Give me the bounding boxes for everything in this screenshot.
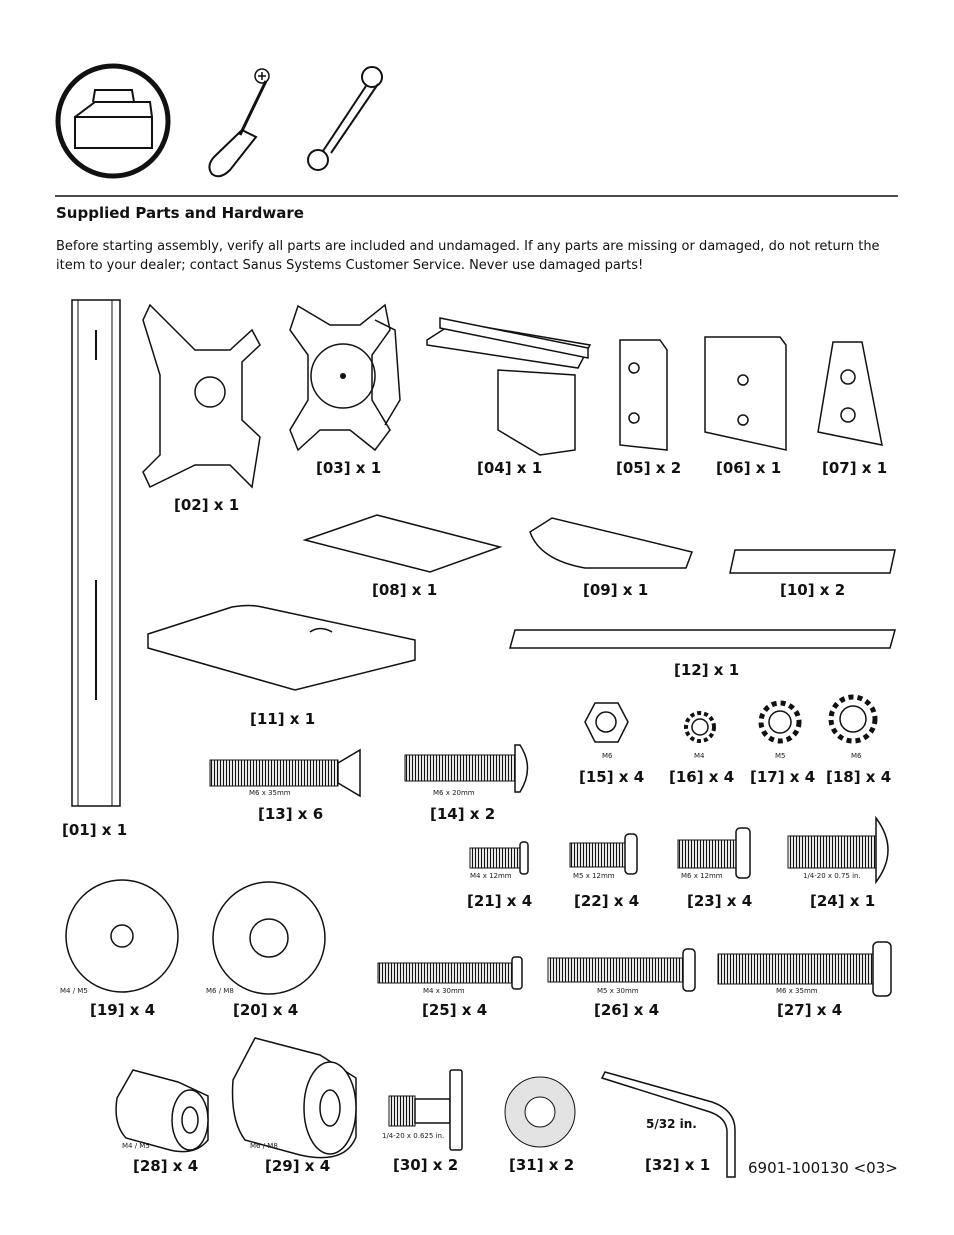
label-part-07: [07] x 1 <box>822 459 888 477</box>
size-part-29: M6 / M8 <box>250 1142 278 1150</box>
part-17-lock-washer <box>761 703 799 741</box>
label-part-11: [11] x 1 <box>250 710 316 728</box>
part-20-washer <box>213 882 325 994</box>
label-part-22: [22] x 4 <box>574 892 640 910</box>
part-28-spacer <box>116 1070 208 1152</box>
label-part-20: [20] x 4 <box>233 1001 299 1019</box>
label-part-05: [05] x 2 <box>616 459 682 477</box>
part-06-plate <box>705 337 786 450</box>
size-part-18: M6 <box>851 752 862 760</box>
part-08-glass-shelf <box>305 515 500 572</box>
size-part-21: M4 x 12mm <box>470 872 512 880</box>
label-part-04: [04] x 1 <box>477 459 543 477</box>
part-09-shelf-bracket <box>530 518 692 568</box>
label-part-17: [17] x 4 <box>750 768 816 786</box>
intro-text: Before starting assembly, verify all parts are included and undamaged. If any parts are missing or damaged, do not return the item to your dealer; contact Sanus Systems Customer Service. Never use damaged parts! <box>56 239 880 273</box>
label-part-12: [12] x 1 <box>674 661 740 679</box>
label-part-01: [01] x 1 <box>62 821 128 839</box>
document-part-number: 6901-100130 <03> <box>748 1159 898 1177</box>
size-part-15: M6 <box>602 752 613 760</box>
label-part-30: [30] x 2 <box>393 1156 459 1174</box>
part-22-screw <box>570 834 637 874</box>
label-part-31: [31] x 2 <box>509 1156 575 1174</box>
part-16-lock-washer <box>686 713 714 741</box>
part-25-screw <box>378 957 522 989</box>
label-part-03: [03] x 1 <box>316 459 382 477</box>
label-part-02: [02] x 1 <box>174 496 240 514</box>
size-part-13: M6 x 35mm <box>249 789 291 797</box>
part-18-lock-washer <box>831 697 875 741</box>
part-29-spacer <box>233 1038 357 1158</box>
phillips-screwdriver-icon <box>209 69 269 176</box>
size-part-25: M4 x 30mm <box>423 987 465 995</box>
label-part-16: [16] x 4 <box>669 768 735 786</box>
label-part-10: [10] x 2 <box>780 581 846 599</box>
label-part-26: [26] x 4 <box>594 1001 660 1019</box>
label-part-32: [32] x 1 <box>645 1156 711 1174</box>
size-part-19: M4 / M5 <box>60 987 88 995</box>
part-02-vesa-plate <box>143 305 260 487</box>
part-21-screw <box>470 842 528 874</box>
part-11-base <box>148 606 415 691</box>
label-part-29: [29] x 4 <box>265 1157 331 1175</box>
part-04-bracket <box>427 318 590 455</box>
label-part-18: [18] x 4 <box>826 768 892 786</box>
label-part-23: [23] x 4 <box>687 892 753 910</box>
section-title: Supplied Parts and Hardware <box>56 204 304 222</box>
part-07-plate <box>818 342 882 445</box>
part-19-washer <box>66 880 178 992</box>
label-part-09: [09] x 1 <box>583 581 649 599</box>
label-part-21: [21] x 4 <box>467 892 533 910</box>
size-part-24: 1/4-20 x 0.75 in. <box>803 872 861 880</box>
label-part-25: [25] x 4 <box>422 1001 488 1019</box>
size-part-17: M5 <box>775 752 786 760</box>
part-15-nut <box>585 703 628 742</box>
size-part-20: M6 / M8 <box>206 987 234 995</box>
label-part-15: [15] x 4 <box>579 768 645 786</box>
label-part-13: [13] x 6 <box>258 805 324 823</box>
part-12-cover <box>510 630 895 648</box>
part-05-plate <box>620 340 667 450</box>
part-23-screw <box>678 828 750 878</box>
label-part-24: [24] x 1 <box>810 892 876 910</box>
size-part-16: M4 <box>694 752 705 760</box>
size-part-14: M6 x 20mm <box>433 789 475 797</box>
toolbox-icon <box>58 66 168 176</box>
part-31-washer <box>505 1077 575 1147</box>
label-part-19: [19] x 4 <box>90 1001 156 1019</box>
label-part-28: [28] x 4 <box>133 1157 199 1175</box>
size-part-23: M6 x 12mm <box>681 872 723 880</box>
label-part-14: [14] x 2 <box>430 805 496 823</box>
size-part-28: M4 / M5 <box>122 1142 150 1150</box>
part-10-cover <box>730 550 895 573</box>
size-part-22: M5 x 12mm <box>573 872 615 880</box>
label-part-27: [27] x 4 <box>777 1001 843 1019</box>
label-part-08: [08] x 1 <box>372 581 438 599</box>
wrench-icon <box>308 67 382 170</box>
size-part-26: M5 x 30mm <box>597 987 639 995</box>
size-part-32: 5/32 in. <box>646 1117 697 1131</box>
part-26-screw <box>548 949 695 991</box>
label-part-06: [06] x 1 <box>716 459 782 477</box>
size-part-27: M6 x 35mm <box>776 987 818 995</box>
size-part-30: 1/4-20 x 0.625 in. <box>382 1132 445 1140</box>
part-01-column <box>72 300 120 806</box>
part-14-screw <box>405 745 528 792</box>
part-03-tilt-plate <box>290 305 400 450</box>
